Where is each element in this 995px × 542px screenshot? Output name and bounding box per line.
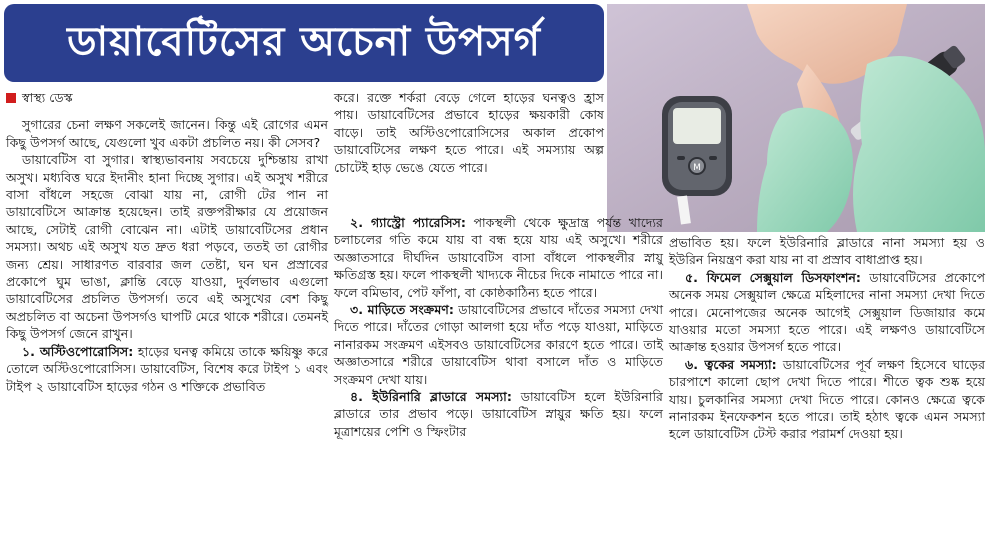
glucose-test-photo <box>607 4 985 232</box>
intro-paragraph: সুগারের চেনা লক্ষণ সকলেই জানেন। কিন্তু এই রোগের এমন কিছু উপসর্গ আছে, যেগুলো খুব একটা প্রচলিত নয়। কী সেসব? <box>6 117 328 150</box>
section-heading: ৪. ইউরিনারি ব্লাডারে সমস্যা: <box>350 389 512 405</box>
article-column-2 <box>334 214 663 440</box>
byline <box>6 89 328 106</box>
section-heading: ৫. ফিমেল সেক্সুয়াল ডিসফাংশন: <box>685 269 861 285</box>
section-body: ডায়াবেটিস হলে ইউরিনারি ব্লাডারে তার প্রভাব পড়ে। ডায়াবেটিস স্নায়ুর ক্ষতি হয়। ফলে মূত্রাশয়ের পেশি ও স্ফিংটার <box>334 389 663 439</box>
body-paragraph: ডায়াবেটিস বা সুগার। স্বাস্থ্যভাবনায় সবচেয়ে দুশ্চিন্তায় রাখা অসুখ। মধ্যবিত্ত ঘরে ইদানীং হানা দিচ্ছে সুগার। এই অসুখ শরীরে বাসা বাঁধলে সহজে বোঝা যায় না, রোগী টের পান না ডায়াবেটিসে আক্রান্ত হয়েছেন। তাই রক্তপরীক্ষার যে প্রয়োজন আছে, সেটাই রোগী বোঝেন না। এটাই ডায়াবেটিসের প্রধান সমস্যা। অথচ এই অসুখ যত দ্রুত ধরা পড়বে, ততই তা রোগীর জন্য শ্রেয়। সাধারণত বারবার জল তেষ্টা, ঘন ঘন প্রস্রাবের প্রকোপে ঘুম ভাঙা, ক্লান্তি বেড়ে যাওয়া, দুর্বলভাব এগুলো ডায়াবেটিসের প্রচলিত উপসর্গ। তবে এই অসুখের বেশ কিছু অপ্রচলিত বা অচেনা উপসর্গও ঘাপটি মেরে থাকে শরীরে। তেমনই কিছু উপসর্গ জেনে রাখুন। <box>6 152 328 342</box>
body-paragraph: করে। রক্তে শর্করা বেড়ে গেলে হাড়ের ঘনত্বও হ্রাস পায়। ডায়াবেটিসের প্রভাবে হাড়ের ক্ষয়কারী কোষ বাড়ে। তাই অস্টিওপোরোসিসের অকাল প্রকোপ ডায়াবেটিসের লক্ষণ হতে পারে। এই সমস্যায় অল্প চোটেই হাড় ভেঙে যেতে পারে। <box>334 90 604 175</box>
section-female-sexual-dysfunction <box>669 269 985 356</box>
section-body: ডায়াবেটিসের পূর্ব লক্ষণ হিসেবে ঘাড়ের চারপাশে কালো ছোপ দেখা দিতে পারে। শীতে ত্বক শুষ্ক হয়ে যায়। চুলকানির সমস্যা দেখা দিতে পারে। কোনও ক্ষেত্রে ত্বকে নানারকম ইনফেকশন হতে পারে। তাই হঠাৎ ত্বকে এমন সমস্যা হলে ডায়াবেটিস টেস্ট করার পরামর্শ দেওয়া হয়। <box>669 356 985 442</box>
section-skin-problem <box>669 356 985 443</box>
section-body: হাড়ের ঘনত্ব কমিয়ে তাকে ক্ষয়িষ্ণু করে তোলে অস্টিওপোরোসিস। ডায়াবেটিস, বিশেষ করে টাইপ ১ এবং টাইপ ২ ডায়াবেটিস হাড়ের গঠন ও শক্তিকে প্রভাবিত <box>6 343 328 394</box>
meter-button-label: M <box>693 163 701 173</box>
section-gastroparesis <box>334 214 663 301</box>
headline: ডায়াবেটিসের অচেনা উপসর্গ <box>67 18 541 65</box>
section-body: পাকস্থলী থেকে ক্ষুদ্রান্ত্র পর্যন্ত খাদ্যের চলাচলের গতি কমে যায় বা বন্ধ হয়ে যায় এই অসুখে। শরীরে অজ্ঞাতসারে দীর্ঘদিন ডায়াবেটিস বাসা বাঁধলে পাকস্থলীর স্নায়ু ক্ষতিগ্রস্ত হয়। ফলে পাকস্থলী খাদ্যকে নীচের দিকে নামাতে পারে না। ফলে বমিভাব, পেট ফাঁপা, বা কোষ্ঠকাঠিন্য হতে পারে। <box>334 215 663 300</box>
byline-text: স্বাস্থ্য ডেস্ক <box>22 90 73 105</box>
section-osteoporosis <box>6 343 328 395</box>
section-heading: ৬. ত্বকের সমস্যা: <box>685 356 777 372</box>
section-urinary-bladder <box>334 388 663 440</box>
article-column-1 <box>6 89 328 395</box>
body-paragraph: প্রভাবিত হয়। ফলে ইউরিনারি ব্লাডারে নানা সমস্যা হয় ও ইউরিন নিয়ন্ত্রণ করা যায় না বা প্রস্রাব বাধাপ্রাপ্ত হয়। <box>669 235 985 268</box>
byline-marker-icon <box>6 93 16 103</box>
headline-banner <box>4 4 604 82</box>
section-body: ডায়াবেটিসের প্রভাবে দাঁতের সমস্যা দেখা দিতে পারে। দাঁতের গোড়া আলগা হয়ে দাঁত পড়ে যাওয়া, মাড়িতে নানারকম সংক্রমণ এইসবও ডায়াবেটিসের কারণে হতে পারে। তাই অজ্ঞাতসারে শরীরে ডায়াবেটিস থাবা বসালে দাঁত ও মাড়িতে সংক্রমণ দেখা যায়। <box>334 302 663 387</box>
section-body: ডায়াবেটিসের প্রকোপে অনেক সময় সেক্সুয়াল ক্ষেত্রে মহিলাদের নানা সমস্যা দেখা দিতে পারে। মেনোপজের অনেক আগেই সেক্সুয়াল ডিজায়ার কমে যাওয়ার মতো সমস্যা হতে পারে। এই লক্ষণও ডায়াবেটিসে আক্রান্ত হওয়ার উপসর্গ হতে পারে। <box>669 269 986 355</box>
section-heading: ১. অস্টিওপোরোসিস: <box>22 343 134 359</box>
section-heading: ২. গ্যাস্ট্রো প্যারেসিস: <box>350 215 466 230</box>
article-column-2-top <box>334 89 604 176</box>
article-column-3 <box>669 234 985 443</box>
glucose-test-illustration <box>607 4 985 232</box>
section-gum-infection <box>334 301 663 388</box>
section-heading: ৩. মাড়িতে সংক্রমণ: <box>350 302 454 318</box>
